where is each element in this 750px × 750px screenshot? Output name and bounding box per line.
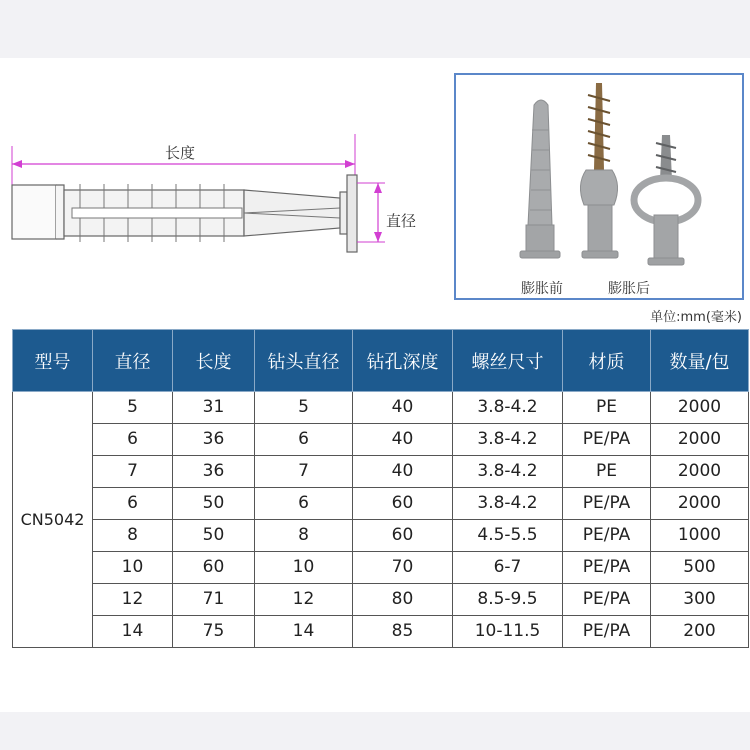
table-cell: PE (563, 456, 651, 488)
table-cell: 10 (255, 552, 353, 584)
table-cell: 6 (93, 424, 173, 456)
after-expansion-label: 膨胀后 (608, 281, 650, 297)
model-cell: CN5042 (13, 392, 93, 648)
table-cell: 31 (173, 392, 255, 424)
header-material: 材质 (563, 330, 651, 392)
table-cell: 36 (173, 424, 255, 456)
table-cell: 70 (353, 552, 453, 584)
table-cell: PE/PA (563, 424, 651, 456)
table-cell: 60 (353, 520, 453, 552)
table-cell: 6 (255, 488, 353, 520)
table-row (13, 488, 749, 520)
table-cell: 75 (173, 616, 255, 648)
header-drill-diameter: 钻头直径 (255, 330, 353, 392)
table-cell: 1000 (651, 520, 749, 552)
table-cell: 7 (255, 456, 353, 488)
spec-table (12, 329, 749, 648)
product-photo-illustration (456, 75, 742, 298)
table-cell: PE (563, 392, 651, 424)
table-row (13, 616, 749, 648)
table-cell: 200 (651, 616, 749, 648)
diameter-label: 直径 (386, 212, 417, 230)
table-cell: 7 (93, 456, 173, 488)
table-cell: 14 (93, 616, 173, 648)
table-cell: 5 (255, 392, 353, 424)
table-cell: 60 (353, 488, 453, 520)
table-row (13, 392, 749, 424)
table-cell: 40 (353, 456, 453, 488)
table-header-row (13, 330, 749, 392)
table-cell: 5 (93, 392, 173, 424)
top-band (0, 0, 750, 58)
table-cell: 60 (173, 552, 255, 584)
table-cell: 10 (93, 552, 173, 584)
table-row (13, 424, 749, 456)
table-cell: 2000 (651, 392, 749, 424)
table-row (13, 584, 749, 616)
header-drill-depth: 钻孔深度 (353, 330, 453, 392)
header-screw-size: 螺丝尺寸 (453, 330, 563, 392)
table-cell: 80 (353, 584, 453, 616)
product-photo (454, 73, 744, 300)
table-cell: 3.8-4.2 (453, 424, 563, 456)
header-model: 型号 (13, 330, 93, 392)
table-cell: 2000 (651, 488, 749, 520)
table-cell: PE/PA (563, 584, 651, 616)
table-cell: PE/PA (563, 552, 651, 584)
table-cell: 50 (173, 520, 255, 552)
butterfly-anchor-icon (634, 135, 698, 265)
table-cell: 40 (353, 424, 453, 456)
anchor-before-icon (520, 100, 560, 258)
table-row (13, 552, 749, 584)
anchor-after-icon (580, 83, 618, 258)
table-cell: 36 (173, 456, 255, 488)
anchor-drawing-svg (0, 120, 440, 280)
table-cell: 12 (255, 584, 353, 616)
table-cell: PE/PA (563, 488, 651, 520)
header-length: 长度 (173, 330, 255, 392)
table-row (13, 520, 749, 552)
length-label: 长度 (165, 144, 196, 162)
anchor-dimension-drawing (0, 120, 440, 280)
table-cell: 8 (255, 520, 353, 552)
table-cell: 2000 (651, 424, 749, 456)
table-cell: 3.8-4.2 (453, 456, 563, 488)
table-cell: 71 (173, 584, 255, 616)
table-cell: 6 (93, 488, 173, 520)
table-cell: 85 (353, 616, 453, 648)
table-cell: 3.8-4.2 (453, 488, 563, 520)
table-cell: 4.5-5.5 (453, 520, 563, 552)
table-cell: 3.8-4.2 (453, 392, 563, 424)
table-cell: 6-7 (453, 552, 563, 584)
table-cell: 8 (93, 520, 173, 552)
before-expansion-label: 膨胀前 (521, 281, 563, 297)
table-cell: 10-11.5 (453, 616, 563, 648)
table-cell: 14 (255, 616, 353, 648)
table-cell: PE/PA (563, 520, 651, 552)
bottom-band (0, 712, 750, 750)
header-diameter: 直径 (93, 330, 173, 392)
table-cell: 300 (651, 584, 749, 616)
table-cell: 40 (353, 392, 453, 424)
table-cell: 500 (651, 552, 749, 584)
table-cell: 6 (255, 424, 353, 456)
header-qty-per-pack: 数量/包 (651, 330, 749, 392)
table-cell: PE/PA (563, 616, 651, 648)
unit-note: 单位:mm(毫米) (650, 310, 742, 325)
table-cell: 12 (93, 584, 173, 616)
table-row (13, 456, 749, 488)
table-cell: 2000 (651, 456, 749, 488)
table-cell: 50 (173, 488, 255, 520)
table-cell: 8.5-9.5 (453, 584, 563, 616)
